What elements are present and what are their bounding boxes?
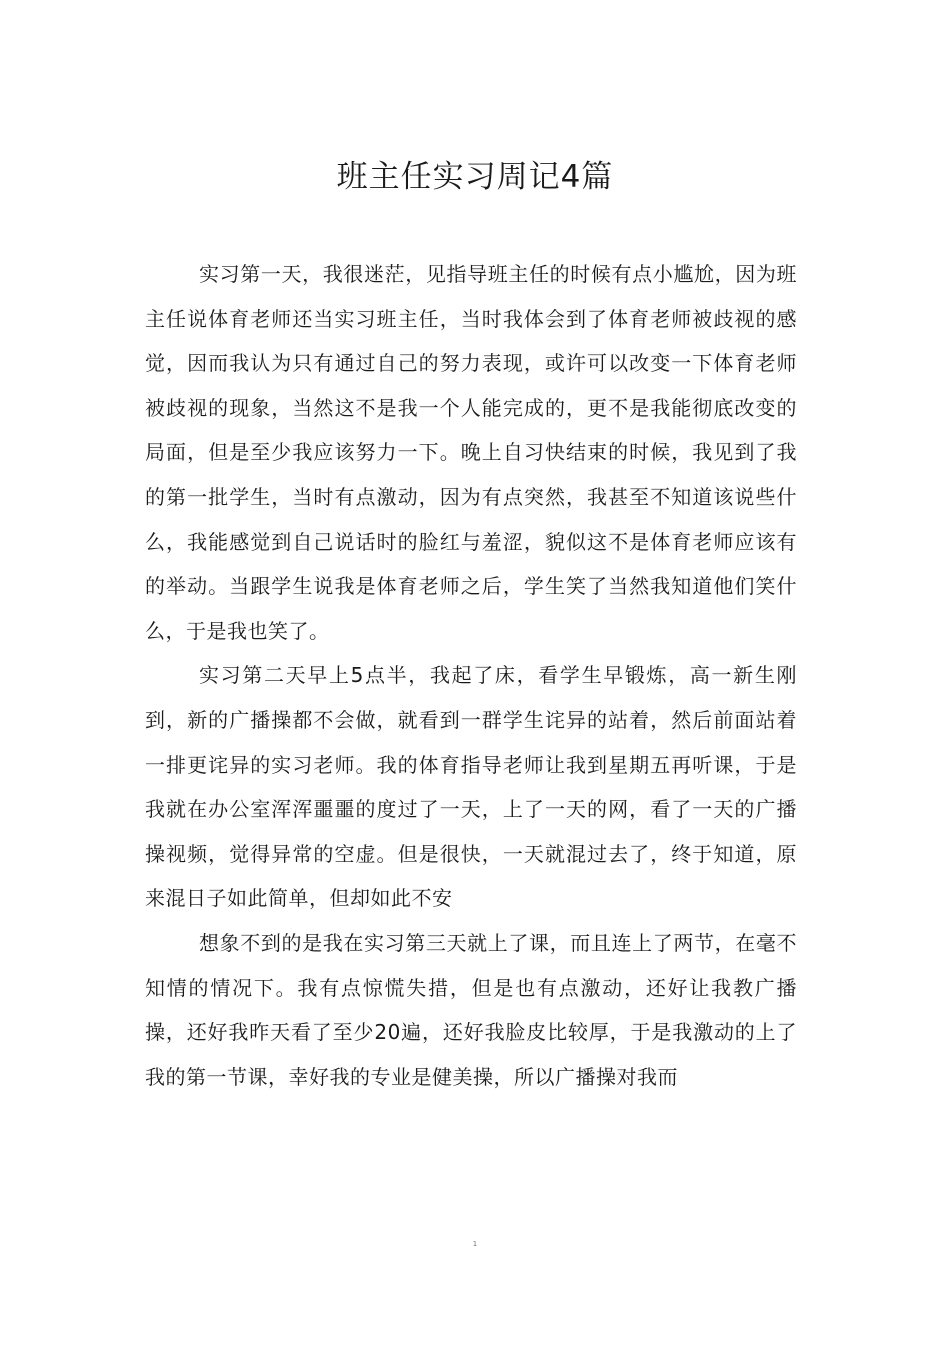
paragraph-day-three: 想象不到的是我在实习第三天就上了课，而且连上了两节，在毫不知情的情况下。我有点惊慌失措，但是也有点激动，还好让我教广播操，还好我昨天看了至少20遍，还好我脸皮比较厚，于是我激动的上了我的第一节课，幸好我的专业是健美操，所以广播操对我而 — [145, 930, 797, 1089]
paragraph-day-one: 实习第一天，我很迷茫，见指导班主任的时候有点小尴尬，因为班主任说体育老师还当实习班主任，当时我体会到了体育老师被歧视的感觉，因而我认为只有通过自己的努力表现，或许可以改变一下体育老师被歧视的现象，当然这不是我一个人能完成的，更不是我能彻底改变的局面，但是至少我应该努力一下。晚上自习快结束的时候，我见到了我的第一批学生，当时有点激动，因为有点突然，我甚至不知道该说些什么，我能感觉到自己说话时的脸红与羞涩，貌似这不是体育老师应该有的举动。当跟学生说我是体育老师之后，学生笑了当然我知道他们笑什么，于是我也笑了。 — [145, 262, 797, 643]
page-number: 1 — [472, 1240, 478, 1248]
document-title: 班主任实习周记4篇 — [336, 159, 614, 195]
paragraph-day-two: 实习第二天早上5点半，我起了床，看学生早锻炼，高一新生刚到，新的广播操都不会做，就看到一群学生诧异的站着，然后前面站着一排更诧异的实习老师。我的体育指导老师让我到星期五再听课，于是我就在办公室浑浑噩噩的度过了一天，上了一天的网，看了一天的广播操视频，觉得异常的空虚。但是很快，一天就混过去了，终于知道，原来混日子如此简单，但却如此不安 — [145, 663, 797, 911]
document-body — [145, 252, 797, 1099]
